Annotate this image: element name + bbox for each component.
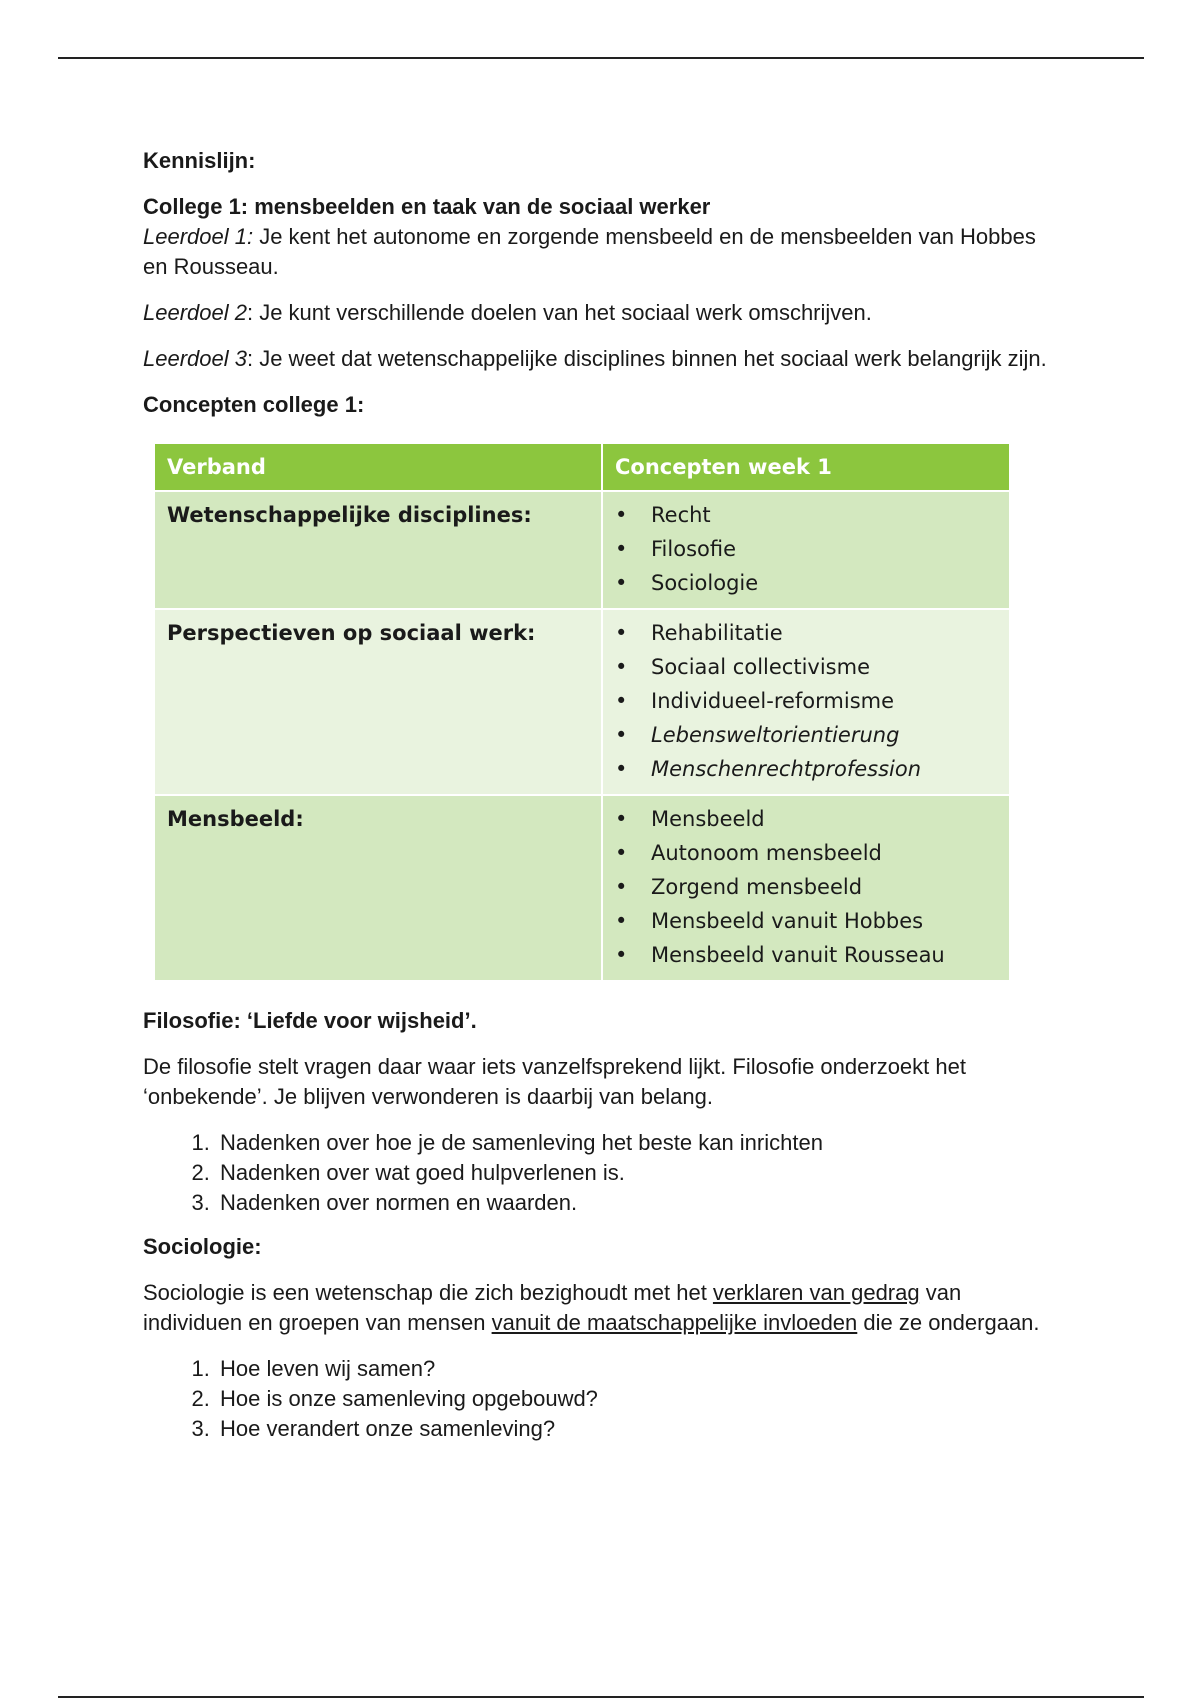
list-item: 1. Hoe leven wij samen? xyxy=(216,1354,1063,1384)
list-item: • Recht xyxy=(615,500,997,534)
concept-list xyxy=(615,618,997,788)
sociologie-paragraph: Sociologie is een wetenschap die zich bezighoudt met het verklaren van gedrag van individuen en groepen van mensen vanuit de maatschappelijke invloeden die ze ondergaan. xyxy=(143,1280,1040,1335)
row-concepts xyxy=(602,795,1010,980)
list-item: • Mensbeeld vanuit Rousseau xyxy=(615,940,997,974)
list-item: • Lebensweltorientierung xyxy=(615,720,997,754)
list-item: • Sociologie xyxy=(615,568,997,602)
underlined-phrase: verklaren van gedrag xyxy=(712,1280,920,1305)
concept-list xyxy=(615,500,997,602)
top-rule xyxy=(58,57,1144,59)
row-concepts xyxy=(602,491,1010,609)
list-item: • Rehabilitatie xyxy=(615,618,997,652)
sociologie-list xyxy=(143,1354,1063,1444)
learning-goal-2: Leerdoel 2: Je kunt verschillende doelen van het sociaal werk omschrijven. xyxy=(143,300,872,325)
table-row xyxy=(155,491,1010,609)
page-heading: Kennislijn: xyxy=(143,148,256,173)
list-item: • Individueel-reformisme xyxy=(615,686,997,720)
filosofie-paragraph: De filosofie stelt vragen daar waar iets vanzelfsprekend lijkt. Filosofie onderzoekt het ‘onbekende’. Je blijven verwonderen is daarbij van belang. xyxy=(143,1054,966,1109)
table-header-row xyxy=(155,444,1010,491)
column-header-concepten: Concepten week 1 xyxy=(602,444,1010,491)
list-item: • Zorgend mensbeeld xyxy=(615,872,997,906)
row-label: Perspectieven op sociaal werk: xyxy=(155,609,602,795)
document-body xyxy=(143,146,1063,1458)
college-title: College 1: mensbeelden en taak van de sociaal werker xyxy=(143,194,711,219)
list-item: 3. Hoe verandert onze samenleving? xyxy=(216,1414,1063,1444)
concepts-heading: Concepten college 1: xyxy=(143,392,365,417)
list-item: • Mensbeeld vanuit Hobbes xyxy=(615,906,997,940)
list-item: • Menschenrechtprofession xyxy=(615,754,997,788)
list-item: • Sociaal collectivisme xyxy=(615,652,997,686)
list-item: 2. Nadenken over wat goed hulpverlenen is. xyxy=(216,1158,1063,1188)
row-concepts xyxy=(602,609,1010,795)
list-item: • Filosofie xyxy=(615,534,997,568)
list-item: • Mensbeeld xyxy=(615,804,997,838)
filosofie-list xyxy=(143,1128,1063,1218)
concepts-table xyxy=(155,444,1011,980)
bottom-rule xyxy=(58,1696,1144,1698)
row-label: Mensbeeld: xyxy=(155,795,602,980)
list-item: 3. Nadenken over normen en waarden. xyxy=(216,1188,1063,1218)
row-label: Wetenschappelijke disciplines: xyxy=(155,491,602,609)
list-item: 2. Hoe is onze samenleving opgebouwd? xyxy=(216,1384,1063,1414)
learning-goal-3: Leerdoel 3: Je weet dat wetenschappelijke disciplines binnen het sociaal werk belangrijk zijn. xyxy=(143,346,1047,371)
table-row xyxy=(155,609,1010,795)
list-item: 1. Nadenken over hoe je de samenleving het beste kan inrichten xyxy=(216,1128,1063,1158)
column-header-verband: Verband xyxy=(155,444,602,491)
learning-goal-1: Leerdoel 1: Je kent het autonome en zorgende mensbeeld en de mensbeelden van Hobbes en Rousseau. xyxy=(143,224,1036,279)
filosofie-heading: Filosofie: ‘Liefde voor wijsheid’. xyxy=(143,1008,477,1033)
table-row xyxy=(155,795,1010,980)
concept-list xyxy=(615,804,997,974)
underlined-phrase: vanuit de maatschappelijke invloeden xyxy=(491,1310,858,1335)
sociologie-heading: Sociologie: xyxy=(143,1234,262,1259)
list-item: • Autonoom mensbeeld xyxy=(615,838,997,872)
